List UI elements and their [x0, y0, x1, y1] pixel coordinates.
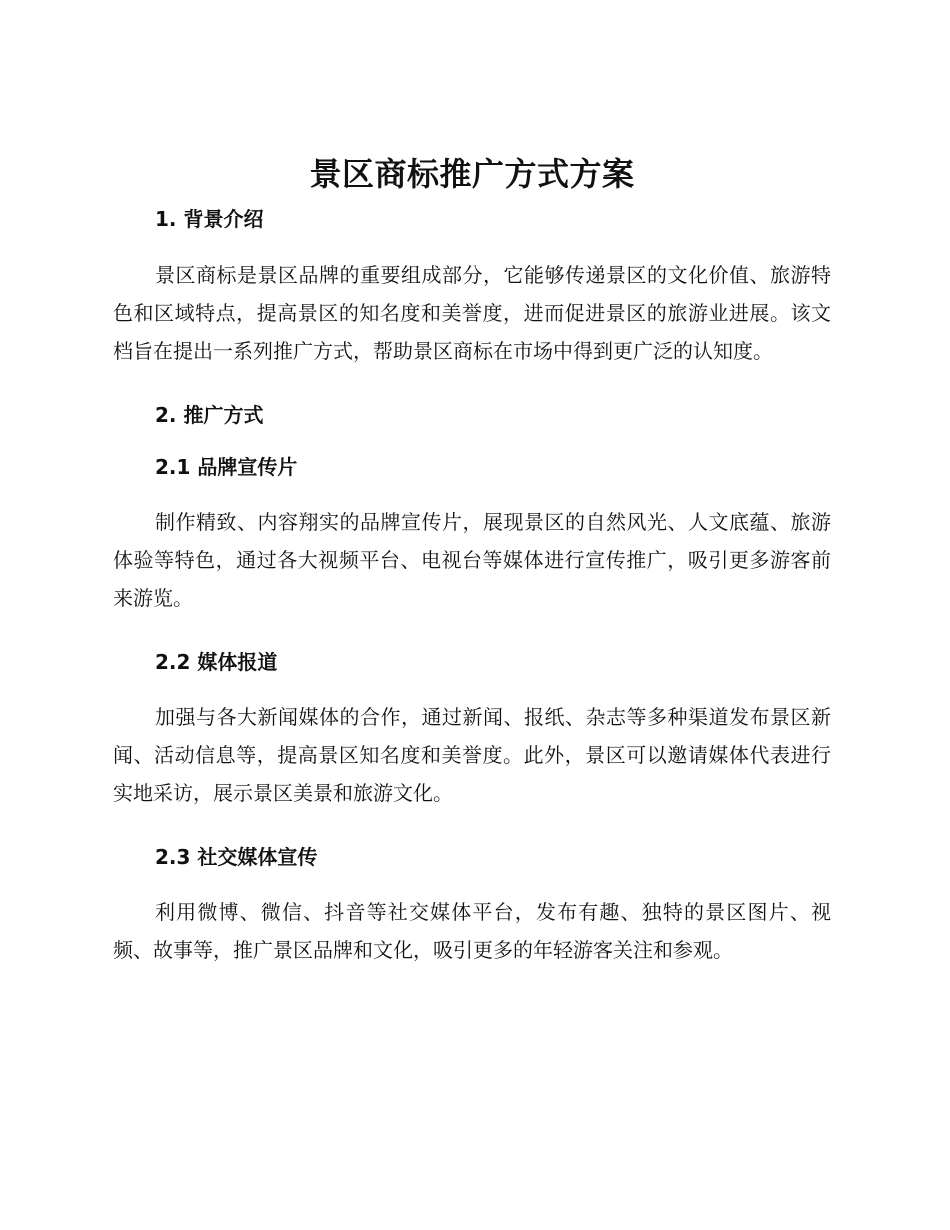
section-paragraph-media-coverage: 加强与各大新闻媒体的合作，通过新闻、报纸、杂志等多种渠道发布景区新闻、活动信息等，提高景区知名度和美誉度。此外，景区可以邀请媒体代表进行实地采访，展示景区美景和旅游文化。 — [113, 705, 831, 805]
section-heading-background: 1. 背景介绍 — [155, 207, 264, 231]
section-paragraph-social-media: 利用微博、微信、抖音等社交媒体平台，发布有趣、独特的景区图片、视频、故事等，推广景区品牌和文化，吸引更多的年轻游客关注和参观。 — [113, 900, 831, 962]
section-paragraph-background: 景区商标是景区品牌的重要组成部分，它能够传递景区的文化价值、旅游特色和区域特点，提高景区的知名度和美誉度，进而促进景区的旅游业进展。该文档旨在提出一系列推广方式，帮助景区商标在市场中得到更广泛的认知度。 — [113, 263, 831, 363]
document-page — [113, 148, 831, 969]
section-heading-brand-video: 2.1 品牌宣传片 — [155, 455, 298, 479]
section-heading-media-coverage: 2.2 媒体报道 — [155, 650, 278, 674]
document-title: 景区商标推广方式方案 — [309, 155, 635, 193]
section-heading-promotion-methods: 2. 推广方式 — [155, 403, 264, 427]
section-paragraph-brand-video: 制作精致、内容翔实的品牌宣传片，展现景区的自然风光、人文底蕴、旅游体验等特色，通过各大视频平台、电视台等媒体进行宣传推广，吸引更多游客前来游览。 — [113, 510, 831, 610]
section-heading-social-media: 2.3 社交媒体宣传 — [155, 845, 318, 869]
